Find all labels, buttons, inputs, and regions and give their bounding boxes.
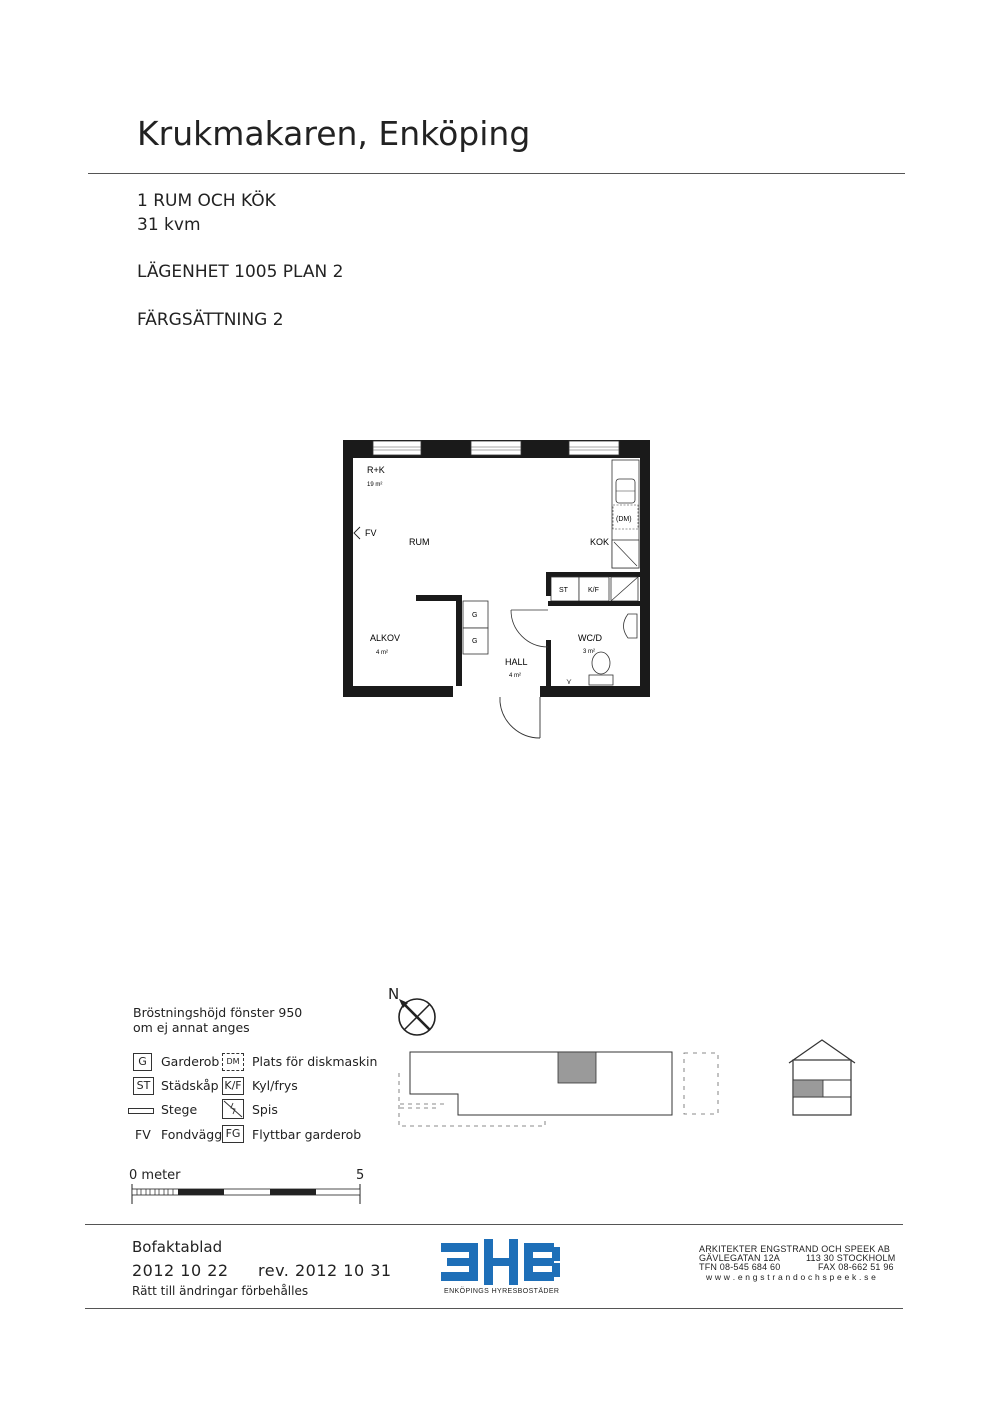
footer-divider-top xyxy=(85,1224,903,1225)
logo-subtitle: ENKÖPINGS HYRESBOSTÄDER xyxy=(444,1288,560,1295)
label-rum: RUM xyxy=(409,537,430,547)
toilet-tank xyxy=(589,675,613,685)
sill-height-note: Bröstningshöjd fönster 950 xyxy=(133,1005,303,1020)
entrance-door xyxy=(500,697,540,738)
color-scheme-line: FÄRGSÄTTNING 2 xyxy=(137,310,284,330)
stove-icon xyxy=(222,1099,244,1119)
label-wcd: WC/D xyxy=(578,633,602,643)
ladder-icon xyxy=(128,1108,154,1114)
washbasin xyxy=(624,614,638,638)
rooms-line: 1 RUM OCH KÖK xyxy=(137,191,276,211)
label-hall-area: 4 m² xyxy=(509,673,521,679)
legend-code-kf: K/F xyxy=(222,1077,244,1095)
architect-postal: 113 30 STOCKHOLM xyxy=(806,1253,896,1263)
doc-revision: rev. 2012 10 31 xyxy=(258,1261,392,1280)
label-wcd-area: 3 m² xyxy=(583,649,595,655)
apartment-line: LÄGENHET 1005 PLAN 2 xyxy=(137,262,344,282)
wc-wall-top xyxy=(548,601,640,606)
floor-plan xyxy=(330,430,670,750)
label-g2: G xyxy=(472,638,478,645)
label-fv: FV xyxy=(365,528,377,538)
area-line: 31 kvm xyxy=(137,215,201,235)
architect-street: GÄVLEGATAN 12A xyxy=(699,1253,780,1263)
footer-divider-bottom xyxy=(85,1308,903,1309)
label-st: ST xyxy=(559,587,568,594)
label-g1: G xyxy=(472,612,478,619)
compass-north-label: N xyxy=(388,985,400,1003)
legend-label-garderob: Garderob xyxy=(161,1054,220,1069)
scale-bar xyxy=(128,1182,364,1206)
doc-date: 2012 10 22 xyxy=(132,1261,229,1280)
legend-label-kylfrys: Kyl/frys xyxy=(252,1078,298,1093)
architect-phone: TFN 08-545 684 60 xyxy=(699,1262,781,1272)
disclaimer: Rätt till ändringar förbehålles xyxy=(132,1284,309,1298)
drain-symbol: ⋎ xyxy=(566,677,572,686)
building-key-plan xyxy=(395,1045,725,1130)
scale-end-label: 5 xyxy=(356,1168,365,1183)
legend-code-fg: FG xyxy=(222,1125,244,1143)
doc-type: Bofaktablad xyxy=(132,1238,223,1256)
architect-fax: FAX 08-662 51 96 xyxy=(818,1262,894,1272)
label-dm: (DM) xyxy=(616,516,632,523)
level-highlight xyxy=(793,1080,823,1097)
apartment-location-marker xyxy=(558,1052,596,1083)
legend-label-spis: Spis xyxy=(252,1102,278,1117)
legend-label-fondvagg: Fondvägg xyxy=(161,1127,223,1142)
section-diagram xyxy=(785,1038,859,1118)
ehb-logo-mark xyxy=(441,1239,561,1285)
legend-label-stadskap: Städskåp xyxy=(161,1078,219,1093)
legend-code-dm: DM xyxy=(222,1053,244,1071)
wc-wall-left xyxy=(546,572,551,596)
legend-label-flyttbar: Flyttbar garderob xyxy=(252,1127,362,1142)
scale-start-label: 0 meter xyxy=(129,1168,181,1183)
legend-code-g: G xyxy=(133,1053,152,1071)
architect-name: ARKITEKTER ENGSTRAND OCH SPEEK AB xyxy=(699,1244,891,1254)
label-alkov-area: 4 m² xyxy=(376,650,388,656)
hall-door xyxy=(511,610,548,647)
closet-wall xyxy=(456,595,462,686)
windows xyxy=(373,441,619,455)
wall-bottom-right xyxy=(540,686,650,697)
toilet-bowl xyxy=(592,652,610,674)
wall-bottom-left xyxy=(343,686,453,697)
label-kok: KOK xyxy=(590,537,610,547)
fv-marker xyxy=(354,527,360,539)
wall-right xyxy=(640,440,650,697)
sill-height-note-2: om ej annat anges xyxy=(133,1020,250,1035)
label-alkov: ALKOV xyxy=(370,633,401,643)
wall-left xyxy=(343,440,353,697)
header-divider xyxy=(88,173,905,174)
alcove-partition xyxy=(416,595,462,601)
compass-icon xyxy=(395,995,439,1039)
ehb-logo xyxy=(441,1239,561,1289)
architect-web: w w w . e n g s t r a n d o c h s p e e k . s e xyxy=(706,1272,877,1282)
label-kf: K/F xyxy=(588,587,599,594)
label-hall: HALL xyxy=(505,657,528,667)
page-title: Krukmakaren, Enköping xyxy=(137,114,531,153)
label-rk-area: 19 m² xyxy=(367,482,383,488)
legend-label-stege: Stege xyxy=(161,1102,198,1117)
service-wall xyxy=(548,572,640,577)
label-rk: R+K xyxy=(367,465,385,475)
legend-code-st: ST xyxy=(133,1077,154,1095)
legend-label-diskmaskin: Plats för diskmaskin xyxy=(252,1054,378,1069)
legend-code-fv: FV xyxy=(135,1127,151,1142)
